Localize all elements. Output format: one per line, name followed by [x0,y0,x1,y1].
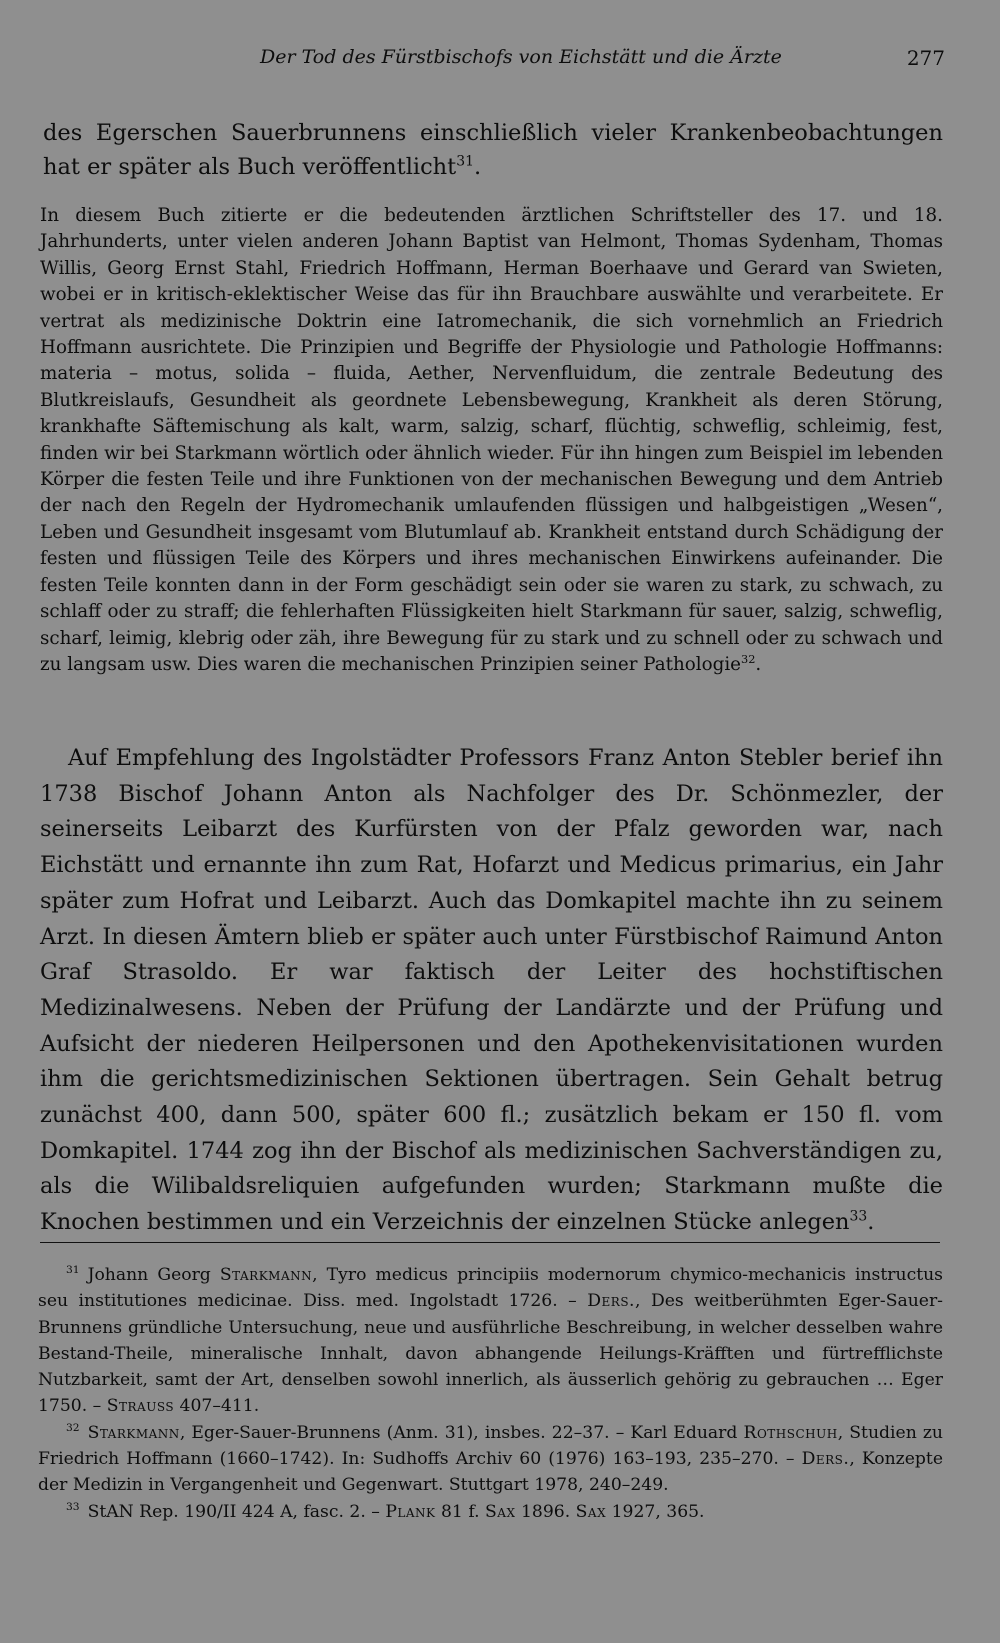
footnote-text: , Des weitberühmten Eger-Sauer-Brunnens gründliche Untersuchung, neue und ausführliche Beschreibung, in welcher desselben wahre Bestand-Theile, mineralische Innhalt, davon abhangende Heilungs-Kräfften und fürtrefflichste Nutzbarkeit, samt der Art, denselben sowohl innerlich, als äusserlich gehörig zu gebrauchen … Eger 1750. – [38,1291,943,1417]
author-name: Strauss [106,1396,175,1417]
page-number: 277 [906,46,945,70]
small-print-paragraph [40,203,943,678]
author-name: Sax [485,1501,516,1522]
footnote-text: 1927, 365. [606,1501,705,1522]
footnote-separator [40,1242,940,1243]
footnote-32 [38,1420,943,1499]
running-title: Der Tod des Fürstbischofs von Eichstätt und die Ärzte [260,46,782,68]
main-paragraph-text: Auf Empfehlung des Ingolstädter Professors Franz Anton Stebler berief ihn 1738 Bischof Johann Anton als Nachfolger des Dr. Schönmezler, der seinerseits Leibarzt des Kurfürsten von der Pfalz geworden war, nach Eichstätt und ernannte ihn zum Rat, Hofarzt und Medicus primarius, ein Jahr später zum Hofrat und Leibarzt. Auch das Domkapitel machte ihn zu seinem Arzt. In diesen Ämtern blieb er später auch unter Fürstbischof Raimund Anton Graf Strasoldo. Er war faktisch der Leiter des hochstiftischen Medizinalwesens. Neben der Prüfung der Landärzte und der Prüfung und Aufsicht der niederen Heilpersonen und den Apothekenvisitationen wurden ihm die gerichtsmedizinischen Sektionen übertragen. Sein Gehalt betrug zunächst 400, dann 500, später 600 fl.; zusätzlich bekam er 150 fl. vom Domkapitel. 1744 zog ihn der Bischof als medizinischen Sachverständigen zu, als die Wilibaldsreliquien aufgefunden wurden; Starkmann mußte die Knochen bestimmen und ein Verzeichnis der einzelnen Stücke anlegen [40,745,943,1236]
footnote-number: 33 [66,1499,80,1513]
small-print-text: In diesem Buch zitierte er die bedeutenden ärztlichen Schriftsteller des 17. und 18. Jahrhunderts, unter vielen anderen Johann Baptist van Helmont, Thomas Sydenham, Thomas Willis, Georg Ernst Stahl, Friedrich Hoffmann, Herman Boerhaave und Gerard van Swieten, wobei er in kritisch-eklektischer Weise das für ihn Brauchbare auswählte und verarbeitete. Er vertrat als medizinische Doktrin eine Iatromechanik, die sich vornehmlich an Friedrich Hoffmann ausrichtete. Die Prinzipien und Begriffe der Physiologie und Pathologie Hoffmanns: materia – motus, solida – fluida, Aether, Nervenfluidum, die zentrale Bedeutung des Blutkreislaufs, Gesundheit als geordnete Lebensbewegung, Krankheit als deren Störung, krankhafte Säftemischung als kalt, warm, salzig, scharf, flüchtig, schweflig, schleimig, fest, finden wir bei Starkmann wörtlich oder ähnlich wieder. Für ihn hingen zum Beispiel im lebenden Körper die festen Teile und ihre Funktionen von der mechanischen Bewegung und dem Antrieb der nach den Regeln der Hydromechanik umlaufenden flüssigen und halbgeistigen „Wesen“, Leben und Gesundheit insgesamt vom Blutumlauf ab. Krankheit entstand durch Schädigung der festen und flüssigen Teile des Körpers und ihres mechanischen Einwirkens aufeinander. Die festen Teile konnten dann in der Form geschädigt sein oder sie waren zu stark, zu schwach, zu schlaff oder zu straff; die fehlerhaften Flüssigkeiten hielt Starkmann für sauer, salzig, schweflig, scharf, leimig, klebrig oder zäh, ihre Bewegung für zu stark und zu schnell oder zu schwach und zu langsam usw. Dies waren die mechanischen Prinzipien seiner Pathologie [40,205,943,675]
footnote-31 [38,1262,943,1420]
footnote-text: StAN Rep. 190/II 424 A, fasc. 2. – [87,1501,386,1522]
small-print-end: . [755,653,762,675]
footnotes [38,1262,943,1525]
footnote-text: 1896. [515,1501,576,1522]
footnote-text: , Konzepte der Medizin in Vergangenheit und Gegenwart. Stuttgart 1978, 240–249. [38,1449,943,1496]
footnote-text: , Eger-Sauer-Brunnens (Anm. 31), insbes. 22–37. – Karl Eduard [179,1422,744,1443]
author-name: Ders. [801,1449,850,1470]
continuation-end: . [473,154,482,180]
footnote-text: , Tyro medicus principiis modernorum chymico-mechanicis instructus seu institutiones medicinae. Diss. med. Ingolstadt 1726. – [38,1265,943,1312]
footnote-ref-33: 33 [849,1208,868,1225]
main-paragraph [40,741,943,1241]
footnote-number: 31 [66,1263,80,1277]
running-header [40,46,945,76]
author-name: Plank [385,1501,436,1522]
author-name: Starkmann [219,1265,313,1285]
footnote-text: 81 f. [435,1501,486,1522]
continuation-paragraph [43,116,943,184]
author-name: Starkmann [87,1422,180,1443]
footnote-ref-32: 32 [741,651,756,666]
footnote-33 [38,1499,943,1525]
author-name: Rothschuh [743,1422,838,1443]
footnote-text: Johann Georg [87,1265,220,1285]
continuation-text: des Egerschen Sauerbrunnens einschließlich vieler Krankenbeobachtungen hat er später als Buch veröffentlicht [43,120,943,180]
footnote-number: 32 [66,1421,80,1435]
main-paragraph-end: . [867,1209,875,1236]
footnote-text: , Studien zu Friedrich Hoffmann (1660–1742). In: Sudhoffs Archiv 60 (1976) 163–193, 235–270. – [38,1422,943,1470]
footnote-ref-31: 31 [456,153,474,170]
footnote-text: 407–411. [174,1396,260,1417]
author-name: Ders. [587,1291,636,1312]
author-name: Sax [575,1501,607,1522]
